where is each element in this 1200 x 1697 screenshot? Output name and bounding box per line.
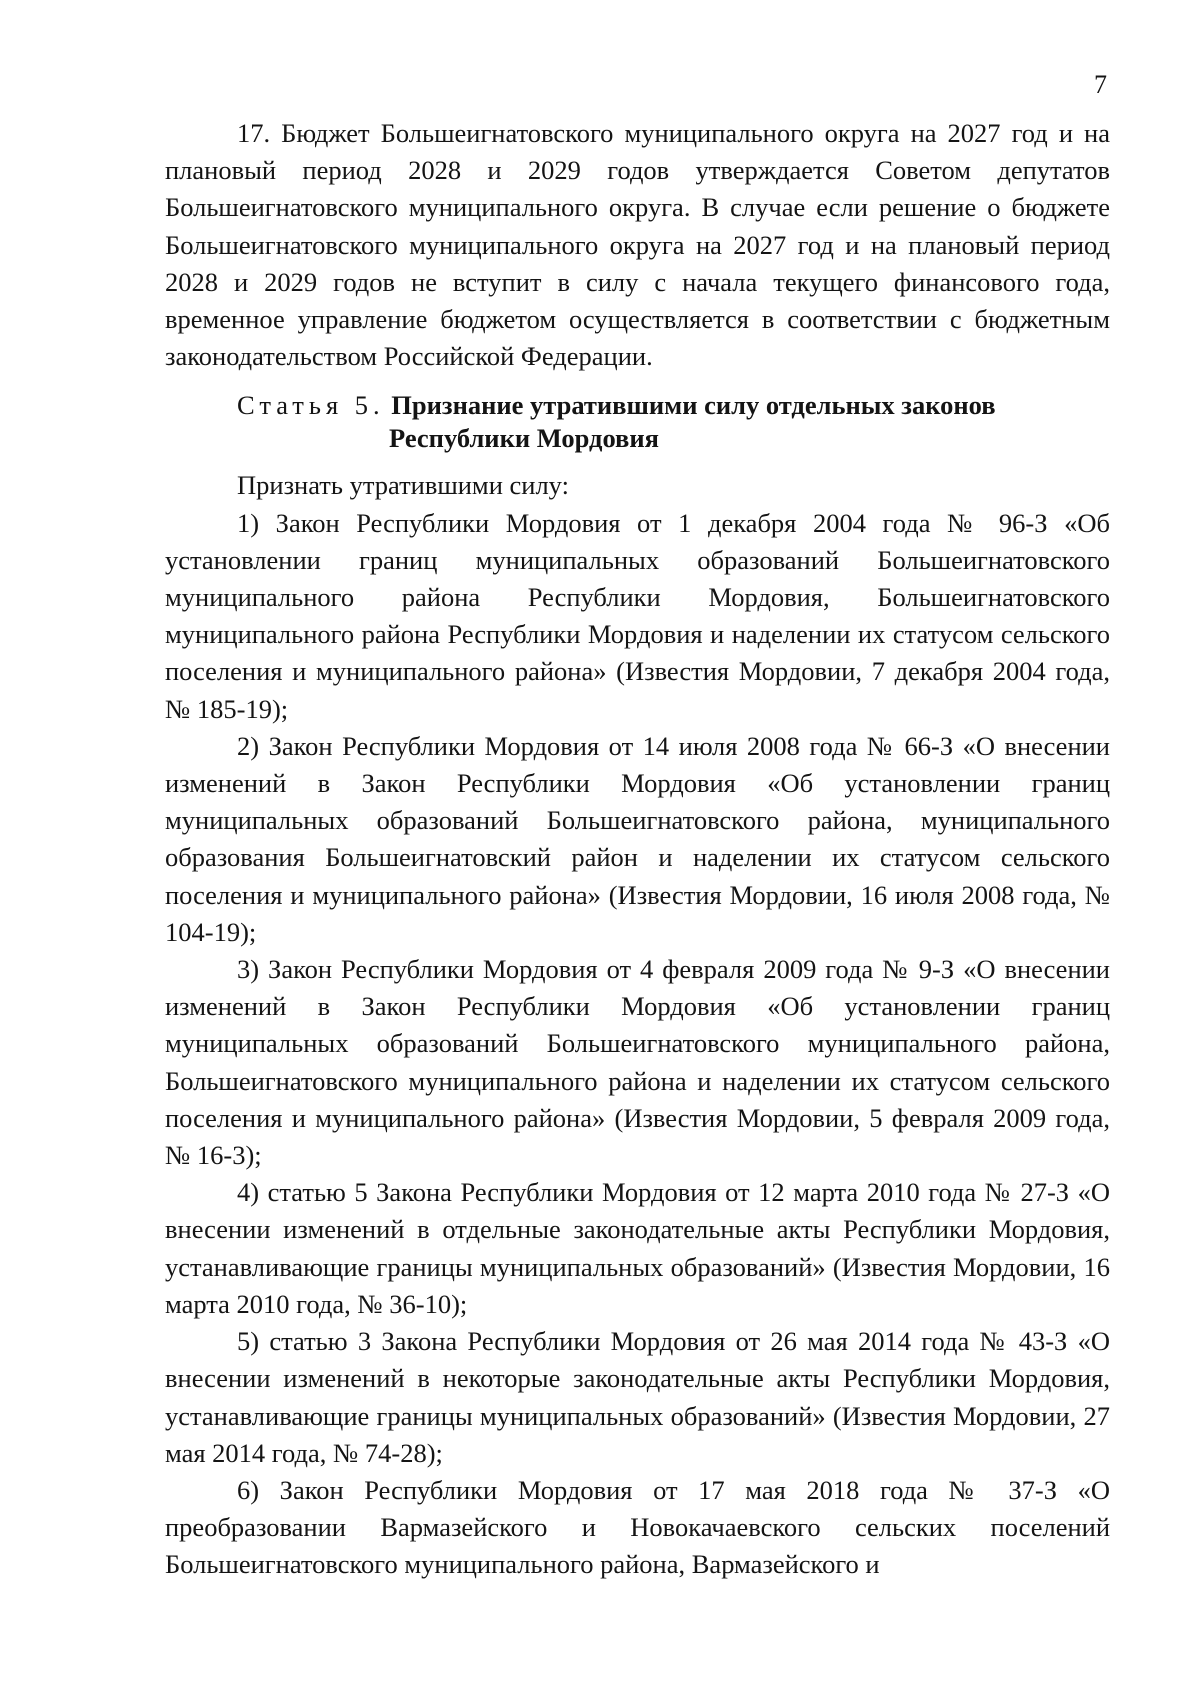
list-item: 1) Закон Республики Мордовия от 1 декабря 2004 года № 96-З «Об установлении границ муниципальных образований Большеигнатовского муниципального района Республики Мордовия, Большеигнатовского муниципального района Республики Мордовия и наделении их статусом сельского поселения и муниципального района» (Известия Мордовии, 7 декабря 2004 года, № 185-19); <box>165 507 1110 724</box>
list-item: 6) Закон Республики Мордовия от 17 мая 2018 года № 37-З «О преобразовании Вармазейского и Новокачаевского сельских поселений Большеигнатовского муниципального района, Вармазейского и <box>165 1474 1110 1580</box>
document-body <box>165 115 1110 1584</box>
article-title-line1: Признание утратившими силу отдельных законов <box>391 390 996 421</box>
list-item: 4) статью 5 Закона Республики Мордовия от 12 марта 2010 года № 27-З «О внесении изменений в отдельные законодательные акты Республики Мордовия, устанавливающие границы муниципальных образований» (Известия Мордовии, 16 марта 2010 года, № 36-10); <box>165 1177 1110 1319</box>
paragraph-17: 17. Бюджет Большеигнатовского муниципального округа на 2027 год и на плановый период 2028 и 2029 годов утверждается Советом депутатов Большеигнатовского муниципального округа. В случае если решение о бюджете Большеигнатовского муниципального округа на 2027 год и на плановый период 2028 и 2029 годов не вступит в силу с начала текущего финансового года, временное управление бюджетом осуществляется в соответствии с бюджетным законодательством Российской Федерации. <box>165 118 1110 372</box>
page-number: 7 <box>1094 70 1107 99</box>
list-item: 3) Закон Республики Мордовия от 4 февраля 2009 года № 9-З «О внесении изменений в Закон Республики Мордовия «Об установлении границ муниципальных образований Большеигнатовского муниципального района, Большеигнатовского муниципального района и наделении их статусом сельского поселения и муниципального района» (Известия Мордовии, 5 февраля 2009 года, № 16-3); <box>165 954 1110 1171</box>
article-heading <box>165 389 1110 455</box>
article-title-line2: Республики Мордовия <box>389 423 659 454</box>
lead-in: Признать утратившими силу: <box>237 470 569 501</box>
article-label: Статья 5. <box>237 390 385 421</box>
list-item: 2) Закон Республики Мордовия от 14 июля 2008 года № 66-З «О внесении изменений в Закон Республики Мордовия «Об установлении границ муниципальных образований Большеигнатовского района, муниципального образования Большеигнатовский район и наделении их статусом сельского поселения и муниципального района» (Известия Мордовии, 16 июля 2008 года, № 104-19); <box>165 730 1110 947</box>
list-item: 5) статью 3 Закона Республики Мордовия от 26 мая 2014 года № 43-З «О внесении изменений в некоторые законодательные акты Республики Мордовия, устанавливающие границы муниципальных образований» (Известия Мордовии, 27 мая 2014 года, № 74-28); <box>165 1326 1110 1468</box>
